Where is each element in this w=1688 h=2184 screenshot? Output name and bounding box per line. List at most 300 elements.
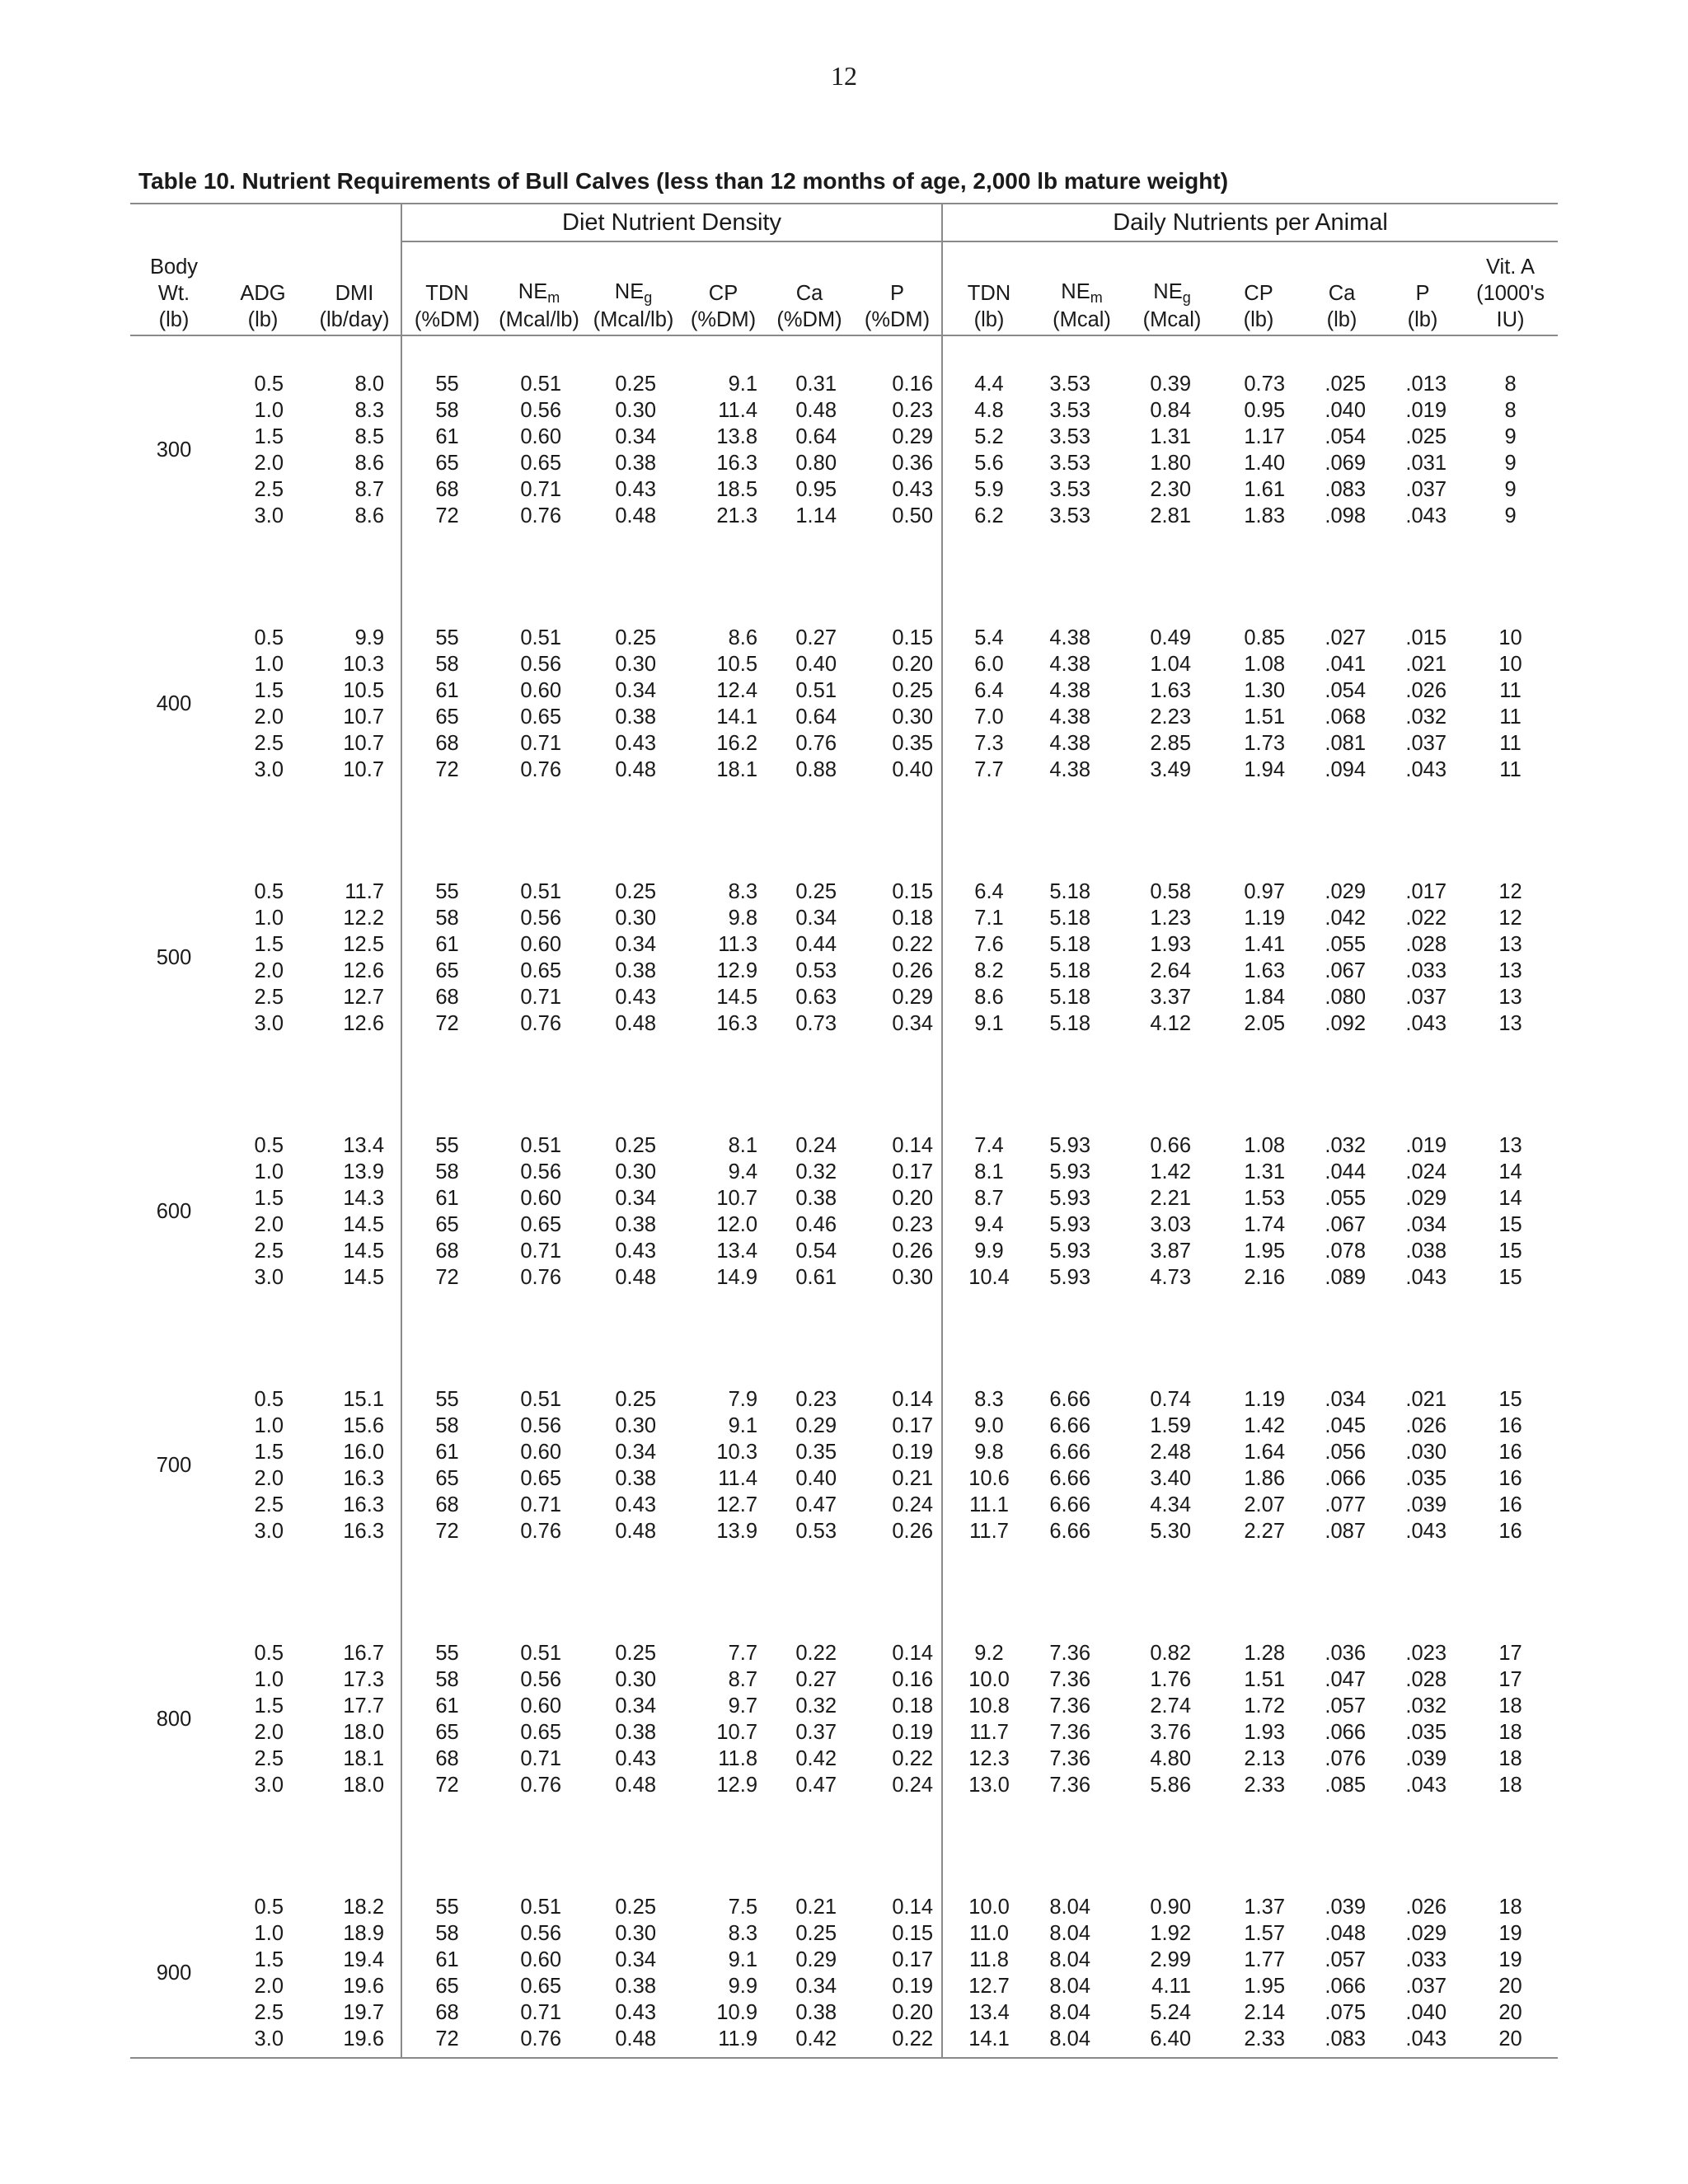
cell-animal-nem: 4.38 bbox=[1049, 705, 1091, 729]
cell-animal-ca: .029 bbox=[1325, 880, 1367, 903]
cell-adg: 1.5 bbox=[254, 679, 284, 702]
cell-animal-tdn: 9.8 bbox=[942, 1439, 1035, 1465]
cell-vitamin-a: 13 bbox=[1498, 1134, 1522, 1157]
cell-dmi: 18.0 bbox=[343, 1774, 385, 1797]
cell-vitamin-a: 8 bbox=[1504, 399, 1517, 422]
cell-diet-p: 0.24 bbox=[892, 1774, 934, 1797]
cell-animal-p: .037 bbox=[1405, 986, 1447, 1009]
cell-dmi: 10.7 bbox=[343, 732, 385, 755]
cell-animal-p: .043 bbox=[1405, 1012, 1447, 1035]
cell-diet-nem: 0.76 bbox=[520, 2027, 562, 2050]
cell-animal-nem: 8.04 bbox=[1049, 1922, 1091, 1945]
cell-animal-tdn: 9.2 bbox=[942, 1640, 1035, 1666]
cell-diet-ca: 0.37 bbox=[795, 1721, 837, 1744]
cell-diet-nem: 0.76 bbox=[520, 1520, 562, 1543]
cell-animal-nem: 5.93 bbox=[1049, 1240, 1091, 1263]
cell-diet-tdn: 58 bbox=[401, 651, 492, 677]
cell-diet-nem: 0.71 bbox=[520, 1747, 562, 1770]
col-animal-neg: NEg (Mcal) bbox=[1142, 280, 1202, 331]
cell-animal-ca: .087 bbox=[1325, 1520, 1367, 1543]
cell-vitamin-a: 13 bbox=[1498, 986, 1522, 1009]
cell-diet-p: 0.23 bbox=[892, 399, 934, 422]
cell-diet-p: 0.16 bbox=[892, 373, 934, 396]
cell-diet-tdn: 65 bbox=[401, 1465, 492, 1492]
cell-animal-neg: 3.37 bbox=[1150, 986, 1192, 1009]
cell-diet-nem: 0.51 bbox=[520, 1642, 562, 1665]
cell-dmi: 8.0 bbox=[354, 373, 385, 396]
cell-vitamin-a: 16 bbox=[1498, 1467, 1522, 1490]
cell-diet-ca: 0.42 bbox=[795, 2027, 837, 2050]
cell-animal-ca: .039 bbox=[1325, 1896, 1367, 1919]
cell-diet-ca: 0.46 bbox=[795, 1213, 837, 1236]
table-row bbox=[130, 1132, 1558, 1159]
cell-diet-cp: 7.5 bbox=[728, 1896, 758, 1919]
cell-animal-tdn: 8.1 bbox=[942, 1159, 1035, 1185]
cell-diet-nem: 0.51 bbox=[520, 1388, 562, 1411]
cell-diet-cp: 12.4 bbox=[716, 679, 758, 702]
cell-animal-cp: 1.86 bbox=[1244, 1467, 1286, 1490]
cell-diet-cp: 7.7 bbox=[728, 1642, 758, 1665]
cell-animal-ca: .025 bbox=[1325, 373, 1367, 396]
table-row bbox=[130, 704, 1558, 730]
cell-diet-p: 0.22 bbox=[892, 933, 934, 956]
cell-animal-cp: 1.08 bbox=[1244, 1134, 1286, 1157]
spacer-row bbox=[130, 529, 1558, 625]
cell-animal-cp: 2.14 bbox=[1244, 2001, 1286, 2024]
cell-animal-neg: 5.30 bbox=[1150, 1520, 1192, 1543]
cell-diet-ca: 0.25 bbox=[795, 1922, 837, 1945]
cell-animal-ca: .067 bbox=[1325, 1213, 1367, 1236]
cell-dmi: 19.6 bbox=[343, 2027, 385, 2050]
table-row bbox=[130, 450, 1558, 476]
cell-diet-p: 0.26 bbox=[892, 1520, 934, 1543]
cell-animal-cp: 1.57 bbox=[1244, 1922, 1286, 1945]
cell-diet-neg: 0.48 bbox=[615, 1266, 657, 1289]
cell-animal-p: .030 bbox=[1405, 1441, 1447, 1464]
cell-adg: 1.5 bbox=[254, 933, 284, 956]
cell-animal-neg: 1.92 bbox=[1150, 1922, 1192, 1945]
cell-diet-nem: 0.71 bbox=[520, 732, 562, 755]
cell-animal-neg: 2.30 bbox=[1150, 478, 1192, 501]
body-weight-cell: 800 bbox=[156, 1708, 192, 1731]
table-row bbox=[130, 1666, 1558, 1693]
cell-diet-neg: 0.43 bbox=[615, 732, 657, 755]
cell-animal-neg: 0.49 bbox=[1150, 626, 1192, 649]
cell-animal-nem: 5.93 bbox=[1049, 1134, 1091, 1157]
cell-diet-tdn: 72 bbox=[401, 757, 492, 783]
cell-animal-ca: .055 bbox=[1325, 1187, 1367, 1210]
cell-vitamin-a: 16 bbox=[1498, 1414, 1522, 1437]
cell-animal-p: .043 bbox=[1405, 2027, 1447, 2050]
cell-diet-nem: 0.76 bbox=[520, 504, 562, 527]
cell-dmi: 12.6 bbox=[343, 1012, 385, 1035]
cell-diet-neg: 0.30 bbox=[615, 1414, 657, 1437]
cell-dmi: 19.6 bbox=[343, 1975, 385, 1998]
cell-diet-tdn: 61 bbox=[401, 677, 492, 704]
cell-diet-cp: 8.1 bbox=[728, 1134, 758, 1157]
cell-vitamin-a: 9 bbox=[1504, 504, 1517, 527]
cell-animal-nem: 8.04 bbox=[1049, 1948, 1091, 1971]
cell-animal-nem: 5.93 bbox=[1049, 1213, 1091, 1236]
cell-diet-cp: 10.7 bbox=[716, 1721, 758, 1744]
cell-animal-cp: 2.05 bbox=[1244, 1012, 1286, 1035]
cell-animal-cp: 1.28 bbox=[1244, 1642, 1286, 1665]
cell-dmi: 10.7 bbox=[343, 758, 385, 781]
cell-diet-p: 0.17 bbox=[892, 1948, 934, 1971]
cell-diet-tdn: 65 bbox=[401, 1212, 492, 1238]
cell-animal-ca: .041 bbox=[1325, 653, 1367, 676]
body-weight-cell: 600 bbox=[156, 1200, 192, 1223]
table-row bbox=[130, 1772, 1558, 1798]
cell-animal-p: .025 bbox=[1405, 425, 1447, 448]
cell-vitamin-a: 10 bbox=[1498, 626, 1522, 649]
cell-adg: 3.0 bbox=[254, 504, 284, 527]
table-row bbox=[130, 879, 1558, 905]
cell-vitamin-a: 11 bbox=[1499, 758, 1522, 781]
cell-diet-cp: 9.1 bbox=[728, 373, 758, 396]
cell-diet-neg: 0.25 bbox=[615, 1896, 657, 1919]
cell-adg: 0.5 bbox=[254, 1388, 284, 1411]
cell-animal-nem: 4.38 bbox=[1049, 626, 1091, 649]
cell-animal-nem: 6.66 bbox=[1049, 1467, 1091, 1490]
cell-animal-tdn: 9.1 bbox=[942, 1010, 1035, 1037]
cell-animal-tdn: 14.1 bbox=[942, 2026, 1035, 2052]
cell-diet-ca: 0.34 bbox=[795, 907, 837, 930]
cell-vitamin-a: 9 bbox=[1504, 478, 1517, 501]
cell-diet-nem: 0.56 bbox=[520, 907, 562, 930]
cell-vitamin-a: 9 bbox=[1504, 425, 1517, 448]
cell-adg: 1.0 bbox=[254, 907, 284, 930]
cell-diet-ca: 0.29 bbox=[795, 1948, 837, 1971]
cell-animal-cp: 2.16 bbox=[1244, 1266, 1286, 1289]
cell-vitamin-a: 15 bbox=[1498, 1213, 1522, 1236]
cell-diet-neg: 0.43 bbox=[615, 1493, 657, 1516]
cell-adg: 1.0 bbox=[254, 1922, 284, 1945]
cell-diet-neg: 0.48 bbox=[615, 758, 657, 781]
cell-animal-neg: 2.48 bbox=[1150, 1441, 1192, 1464]
cell-animal-tdn: 12.3 bbox=[942, 1746, 1035, 1772]
cell-animal-nem: 4.38 bbox=[1049, 653, 1091, 676]
cell-animal-cp: 1.37 bbox=[1244, 1896, 1286, 1919]
cell-adg: 0.5 bbox=[254, 880, 284, 903]
cell-dmi: 17.3 bbox=[343, 1668, 385, 1691]
cell-diet-cp: 18.5 bbox=[716, 478, 758, 501]
cell-diet-p: 0.22 bbox=[892, 2027, 934, 2050]
cell-diet-nem: 0.60 bbox=[520, 679, 562, 702]
cell-vitamin-a: 15 bbox=[1498, 1388, 1522, 1411]
cell-dmi: 16.3 bbox=[343, 1467, 385, 1490]
cell-diet-nem: 0.71 bbox=[520, 478, 562, 501]
cell-animal-neg: 1.63 bbox=[1150, 679, 1192, 702]
cell-animal-cp: 2.33 bbox=[1244, 2027, 1286, 2050]
table-row bbox=[130, 730, 1558, 757]
cell-diet-ca: 0.54 bbox=[795, 1240, 837, 1263]
cell-diet-nem: 0.65 bbox=[520, 1467, 562, 1490]
cell-diet-tdn: 61 bbox=[401, 1439, 492, 1465]
cell-vitamin-a: 13 bbox=[1498, 959, 1522, 982]
cell-diet-tdn: 72 bbox=[401, 1264, 492, 1291]
cell-animal-p: .017 bbox=[1405, 880, 1447, 903]
cell-animal-p: .037 bbox=[1405, 732, 1447, 755]
cell-diet-cp: 16.2 bbox=[716, 732, 758, 755]
cell-diet-ca: 0.40 bbox=[795, 1467, 837, 1490]
cell-animal-tdn: 10.0 bbox=[942, 1894, 1035, 1920]
cell-dmi: 9.9 bbox=[354, 626, 385, 649]
cell-diet-neg: 0.38 bbox=[615, 452, 657, 475]
cell-animal-neg: 3.76 bbox=[1150, 1721, 1192, 1744]
cell-animal-cp: 1.83 bbox=[1244, 504, 1286, 527]
cell-adg: 1.5 bbox=[254, 1441, 284, 1464]
cell-animal-neg: 5.24 bbox=[1150, 2001, 1192, 2024]
cell-diet-ca: 0.64 bbox=[795, 705, 837, 729]
cell-diet-neg: 0.34 bbox=[615, 1948, 657, 1971]
cell-diet-neg: 0.43 bbox=[615, 1240, 657, 1263]
cell-animal-p: .015 bbox=[1405, 626, 1447, 649]
cell-diet-tdn: 72 bbox=[401, 503, 492, 529]
cell-adg: 2.0 bbox=[254, 959, 284, 982]
cell-animal-nem: 7.36 bbox=[1049, 1721, 1091, 1744]
cell-animal-tdn: 5.2 bbox=[942, 424, 1035, 450]
cell-diet-cp: 14.5 bbox=[716, 986, 758, 1009]
cell-animal-cp: 1.95 bbox=[1244, 1240, 1286, 1263]
table-row bbox=[130, 1010, 1558, 1037]
cell-diet-p: 0.16 bbox=[892, 1668, 934, 1691]
cell-diet-neg: 0.34 bbox=[615, 933, 657, 956]
cell-animal-tdn: 11.7 bbox=[942, 1518, 1035, 1544]
cell-diet-nem: 0.56 bbox=[520, 1414, 562, 1437]
cell-animal-nem: 3.53 bbox=[1049, 452, 1091, 475]
cell-diet-nem: 0.65 bbox=[520, 705, 562, 729]
col-body-wt: Body Wt. (lb) bbox=[149, 255, 199, 331]
cell-animal-ca: .027 bbox=[1325, 626, 1367, 649]
cell-diet-nem: 0.56 bbox=[520, 1668, 562, 1691]
cell-dmi: 16.3 bbox=[343, 1520, 385, 1543]
cell-diet-ca: 0.53 bbox=[795, 1520, 837, 1543]
cell-vitamin-a: 17 bbox=[1498, 1668, 1522, 1691]
cell-animal-nem: 4.38 bbox=[1049, 732, 1091, 755]
cell-diet-p: 0.19 bbox=[892, 1975, 934, 1998]
cell-diet-p: 0.19 bbox=[892, 1721, 934, 1744]
cell-diet-nem: 0.71 bbox=[520, 1240, 562, 1263]
cell-diet-cp: 10.7 bbox=[716, 1187, 758, 1210]
cell-diet-cp: 13.9 bbox=[716, 1520, 758, 1543]
cell-animal-ca: .076 bbox=[1325, 1747, 1367, 1770]
nutrient-table-container bbox=[130, 203, 1558, 2059]
cell-adg: 2.0 bbox=[254, 452, 284, 475]
cell-animal-cp: 1.08 bbox=[1244, 653, 1286, 676]
spacer-row bbox=[130, 783, 1558, 879]
cell-adg: 2.5 bbox=[254, 1240, 284, 1263]
table-row bbox=[130, 1894, 1558, 1920]
cell-adg: 2.5 bbox=[254, 1747, 284, 1770]
cell-animal-p: .029 bbox=[1405, 1922, 1447, 1945]
cell-diet-p: 0.20 bbox=[892, 653, 934, 676]
cell-diet-ca: 0.61 bbox=[795, 1266, 837, 1289]
cell-animal-p: .026 bbox=[1405, 679, 1447, 702]
cell-animal-cp: 2.33 bbox=[1244, 1774, 1286, 1797]
cell-dmi: 8.3 bbox=[354, 399, 385, 422]
cell-dmi: 16.3 bbox=[343, 1493, 385, 1516]
cell-diet-ca: 0.95 bbox=[795, 478, 837, 501]
cell-vitamin-a: 11 bbox=[1499, 732, 1522, 755]
cell-animal-nem: 5.93 bbox=[1049, 1266, 1091, 1289]
cell-animal-ca: .075 bbox=[1325, 2001, 1367, 2024]
cell-diet-nem: 0.65 bbox=[520, 1975, 562, 1998]
cell-animal-nem: 6.66 bbox=[1049, 1388, 1091, 1411]
cell-animal-cp: 1.19 bbox=[1244, 1388, 1286, 1411]
cell-diet-nem: 0.56 bbox=[520, 653, 562, 676]
cell-diet-p: 0.35 bbox=[892, 732, 934, 755]
cell-animal-ca: .077 bbox=[1325, 1493, 1367, 1516]
cell-diet-p: 0.34 bbox=[892, 1012, 934, 1035]
cell-diet-ca: 0.25 bbox=[795, 880, 837, 903]
cell-animal-p: .038 bbox=[1405, 1240, 1447, 1263]
page-number: 12 bbox=[831, 61, 857, 91]
bottom-rule bbox=[130, 2058, 1558, 2059]
cell-diet-cp: 8.3 bbox=[728, 880, 758, 903]
cell-diet-tdn: 72 bbox=[401, 1010, 492, 1037]
cell-animal-nem: 6.66 bbox=[1049, 1493, 1091, 1516]
cell-animal-nem: 8.04 bbox=[1049, 2001, 1091, 2024]
table-row bbox=[130, 1264, 1558, 1291]
cell-diet-tdn: 65 bbox=[401, 958, 492, 984]
cell-diet-p: 0.18 bbox=[892, 1694, 934, 1718]
cell-dmi: 14.3 bbox=[343, 1187, 385, 1210]
table-row bbox=[130, 1640, 1558, 1666]
table-row bbox=[130, 1973, 1558, 1999]
cell-diet-tdn: 68 bbox=[401, 476, 492, 503]
cell-animal-nem: 8.04 bbox=[1049, 1975, 1091, 1998]
cell-diet-cp: 12.0 bbox=[716, 1213, 758, 1236]
cell-adg: 2.0 bbox=[254, 1721, 284, 1744]
cell-animal-nem: 3.53 bbox=[1049, 478, 1091, 501]
cell-animal-neg: 2.85 bbox=[1150, 732, 1192, 755]
cell-animal-cp: 1.19 bbox=[1244, 907, 1286, 930]
cell-animal-ca: .055 bbox=[1325, 933, 1367, 956]
col-animal-ca: Ca (lb) bbox=[1326, 282, 1357, 331]
cell-diet-neg: 0.25 bbox=[615, 1134, 657, 1157]
cell-dmi: 14.5 bbox=[343, 1213, 385, 1236]
cell-dmi: 13.4 bbox=[343, 1134, 385, 1157]
cell-diet-cp: 10.5 bbox=[716, 653, 758, 676]
cell-diet-neg: 0.38 bbox=[615, 1721, 657, 1744]
cell-animal-cp: 1.53 bbox=[1244, 1187, 1286, 1210]
cell-animal-p: .026 bbox=[1405, 1896, 1447, 1919]
cell-animal-neg: 0.90 bbox=[1150, 1896, 1192, 1919]
cell-dmi: 12.5 bbox=[343, 933, 385, 956]
cell-diet-neg: 0.38 bbox=[615, 959, 657, 982]
cell-vitamin-a: 20 bbox=[1498, 2027, 1522, 2050]
col-diet-neg: NEg (Mcal/lb) bbox=[593, 280, 674, 331]
cell-diet-cp: 9.9 bbox=[728, 1975, 758, 1998]
cell-animal-nem: 3.53 bbox=[1049, 504, 1091, 527]
cell-dmi: 10.3 bbox=[343, 653, 385, 676]
cell-adg: 1.0 bbox=[254, 399, 284, 422]
cell-adg: 2.0 bbox=[254, 1975, 284, 1998]
cell-diet-neg: 0.48 bbox=[615, 1012, 657, 1035]
cell-dmi: 18.9 bbox=[343, 1922, 385, 1945]
cell-adg: 3.0 bbox=[254, 1774, 284, 1797]
cell-diet-ca: 0.51 bbox=[795, 679, 837, 702]
cell-diet-ca: 0.27 bbox=[795, 1668, 837, 1691]
col-dmi: DMI (lb/day) bbox=[319, 282, 390, 331]
cell-diet-p: 0.15 bbox=[892, 880, 934, 903]
cell-dmi: 10.5 bbox=[343, 679, 385, 702]
cell-dmi: 12.7 bbox=[343, 986, 385, 1009]
table-row bbox=[130, 397, 1558, 424]
cell-diet-ca: 0.73 bbox=[795, 1012, 837, 1035]
cell-animal-p: .040 bbox=[1405, 2001, 1447, 2024]
cell-diet-cp: 14.9 bbox=[716, 1266, 758, 1289]
cell-diet-nem: 0.51 bbox=[520, 373, 562, 396]
cell-animal-ca: .045 bbox=[1325, 1414, 1367, 1437]
cell-animal-nem: 4.38 bbox=[1049, 679, 1091, 702]
cell-diet-nem: 0.76 bbox=[520, 1012, 562, 1035]
cell-diet-ca: 0.32 bbox=[795, 1160, 837, 1183]
body-weight-cell: 900 bbox=[156, 1961, 192, 1985]
spacer-row bbox=[130, 1291, 1558, 1386]
table-row bbox=[130, 1238, 1558, 1264]
cell-animal-tdn: 7.3 bbox=[942, 730, 1035, 757]
cell-animal-cp: 2.27 bbox=[1244, 1520, 1286, 1543]
cell-diet-nem: 0.51 bbox=[520, 1134, 562, 1157]
cell-animal-tdn: 9.4 bbox=[942, 1212, 1035, 1238]
cell-vitamin-a: 16 bbox=[1498, 1493, 1522, 1516]
cell-adg: 2.0 bbox=[254, 705, 284, 729]
cell-animal-p: .019 bbox=[1405, 1134, 1447, 1157]
cell-animal-ca: .034 bbox=[1325, 1388, 1367, 1411]
cell-diet-neg: 0.48 bbox=[615, 504, 657, 527]
cell-animal-p: .013 bbox=[1405, 373, 1447, 396]
cell-animal-p: .033 bbox=[1405, 1948, 1447, 1971]
cell-animal-nem: 5.18 bbox=[1049, 1012, 1091, 1035]
cell-adg: 2.5 bbox=[254, 732, 284, 755]
spacer-row bbox=[130, 2052, 1558, 2058]
table-row bbox=[130, 1465, 1558, 1492]
cell-animal-p: .039 bbox=[1405, 1747, 1447, 1770]
cell-animal-tdn: 12.7 bbox=[942, 1973, 1035, 1999]
cell-animal-ca: .036 bbox=[1325, 1642, 1367, 1665]
cell-animal-nem: 5.93 bbox=[1049, 1187, 1091, 1210]
cell-diet-nem: 0.60 bbox=[520, 1187, 562, 1210]
cell-diet-tdn: 68 bbox=[401, 1999, 492, 2026]
cell-adg: 3.0 bbox=[254, 1012, 284, 1035]
cell-diet-p: 0.40 bbox=[892, 758, 934, 781]
cell-diet-neg: 0.30 bbox=[615, 1922, 657, 1945]
cell-diet-neg: 0.30 bbox=[615, 653, 657, 676]
cell-animal-nem: 5.18 bbox=[1049, 880, 1091, 903]
cell-animal-neg: 3.49 bbox=[1150, 758, 1192, 781]
cell-diet-tdn: 58 bbox=[401, 1666, 492, 1693]
cell-diet-neg: 0.25 bbox=[615, 1642, 657, 1665]
cell-animal-cp: 1.73 bbox=[1244, 732, 1286, 755]
cell-animal-neg: 2.81 bbox=[1150, 504, 1192, 527]
cell-diet-p: 0.21 bbox=[892, 1467, 934, 1490]
cell-animal-neg: 4.11 bbox=[1151, 1975, 1192, 1998]
table-row bbox=[130, 625, 1558, 651]
cell-diet-ca: 0.44 bbox=[795, 933, 837, 956]
table-row bbox=[130, 1386, 1558, 1413]
cell-animal-p: .033 bbox=[1405, 959, 1447, 982]
cell-diet-neg: 0.34 bbox=[615, 1694, 657, 1718]
cell-diet-ca: 0.53 bbox=[795, 959, 837, 982]
cell-animal-p: .032 bbox=[1405, 1694, 1447, 1718]
cell-diet-cp: 9.1 bbox=[728, 1948, 758, 1971]
cell-diet-ca: 0.47 bbox=[795, 1493, 837, 1516]
column-header-row bbox=[130, 241, 1558, 335]
table-row bbox=[130, 424, 1558, 450]
cell-diet-neg: 0.30 bbox=[615, 907, 657, 930]
